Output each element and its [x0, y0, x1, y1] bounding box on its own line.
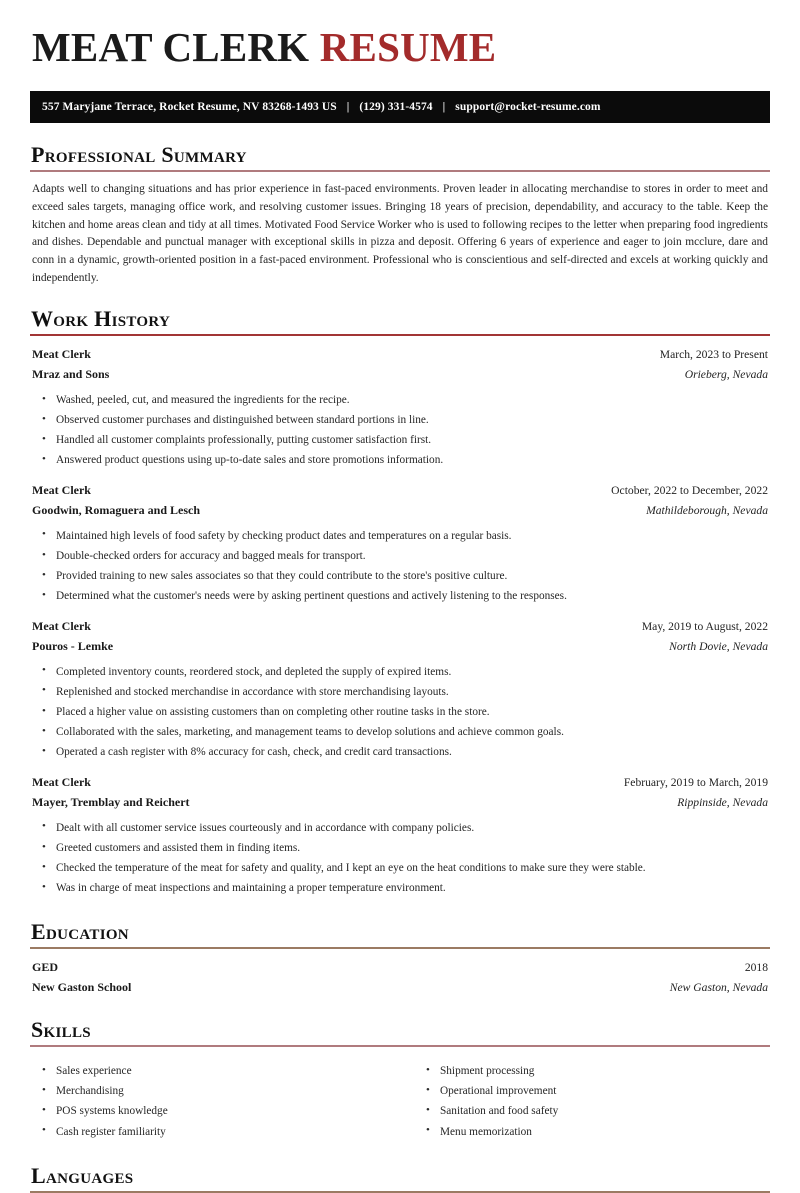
work-job-title: Meat Clerk [32, 483, 91, 498]
work-bullet: • Completed inventory counts, reordered stock, and depleted the supply of expired items. [30, 662, 770, 682]
work-entry [30, 481, 770, 606]
contact-email[interactable]: support@rocket-resume.com [455, 101, 601, 114]
work-dates: February, 2019 to March, 2019 [623, 776, 768, 790]
work-job-title: Meat Clerk [32, 347, 91, 362]
work-entry-title-row [32, 773, 768, 793]
work-entry-company-row [32, 365, 768, 385]
skill-item: • Sanitation and food safety [414, 1101, 770, 1121]
contact-line [42, 101, 601, 113]
work-bullet: • Replenished and stocked merchandise in accordance with store merchandising layouts. [30, 682, 770, 702]
section-heading-professional-summary: Professional Summary [31, 142, 247, 168]
section-languages [30, 1164, 770, 1193]
work-bullet: • Observed customer purchases and distinguished between standard portions in line. [30, 410, 770, 430]
education-year: 2018 [744, 961, 768, 975]
skill-item: • Cash register familiarity [30, 1122, 400, 1142]
skill-item: • Menu memorization [414, 1122, 770, 1142]
work-entry-title-row [32, 617, 768, 637]
work-bullet: • Maintained high levels of food safety by checking product dates and temperatures on a regular basis. [30, 526, 770, 546]
work-bullet: • Greeted customers and assisted them in finding items. [30, 838, 770, 858]
section-skills [30, 1018, 770, 1142]
work-bullet: • Dealt with all customer service issues courteously and in accordance with company policies. [30, 818, 770, 838]
work-bullet: • Determined what the customer's needs were by asking pertinent questions and actively listening to the responses. [30, 586, 770, 606]
work-company: Goodwin, Romaguera and Lesch [32, 503, 201, 518]
skill-item: • Sales experience [30, 1061, 400, 1081]
section-education [30, 920, 770, 998]
section-heading-education: Education [31, 919, 129, 945]
section-divider-work-history [30, 334, 770, 336]
work-bullet: • Answered product questions using up-to-date sales and store promotions information. [30, 450, 770, 470]
work-entry [30, 773, 770, 898]
work-bullet: • Was in charge of meat inspections and maintaining a proper temperature environment. [30, 878, 770, 898]
section-divider-languages [30, 1191, 770, 1193]
section-work-history [30, 307, 770, 898]
education-school-row [32, 978, 768, 998]
work-bullet: • Handled all customer complaints professionally, putting customer satisfaction first. [30, 430, 770, 450]
skill-item: • Shipment processing [414, 1061, 770, 1081]
skills-list-left [30, 1061, 400, 1141]
work-entry [30, 617, 770, 762]
education-location: New Gaston, Nevada [669, 981, 768, 995]
work-location: Mathildeborough, Nevada [646, 504, 768, 518]
work-bullet: • Placed a higher value on assisting customers than on completing other routine tasks in the store. [30, 702, 770, 722]
work-entry-company-row [32, 793, 768, 813]
resume-title-accent: RESUME [319, 24, 497, 70]
contact-address: 557 Maryjane Terrace, Rocket Resume, NV 83268-1493 US [42, 101, 337, 114]
work-company: Mayer, Tremblay and Reichert [32, 795, 190, 810]
contact-separator-2: | [442, 101, 446, 114]
section-heading-skills: Skills [31, 1017, 91, 1043]
skills-column-right [400, 1056, 770, 1141]
education-degree-row [32, 958, 768, 978]
contact-phone[interactable]: (129) 331-4574 [359, 101, 433, 114]
section-divider-education [30, 947, 770, 949]
work-bullet: • Collaborated with the sales, marketing, and management teams to develop solutions and achieve common goals. [30, 722, 770, 742]
section-heading-work-history: Work History [31, 306, 171, 332]
work-company: Pouros - Lemke [32, 639, 114, 654]
contact-separator-1: | [346, 101, 350, 114]
skills-columns [30, 1056, 770, 1141]
work-location: Orieberg, Nevada [684, 368, 768, 382]
work-location: Rippinside, Nevada [677, 796, 768, 810]
section-divider-summary [30, 170, 770, 172]
work-dates: March, 2023 to Present [659, 348, 768, 362]
work-dates: May, 2019 to August, 2022 [641, 620, 768, 634]
work-entry-title-row [32, 345, 768, 365]
education-degree: GED [32, 960, 59, 975]
work-bullet: • Double-checked orders for accuracy and bagged meals for transport. [30, 546, 770, 566]
work-location: North Dovie, Nevada [669, 640, 768, 654]
resume-title [32, 26, 770, 69]
skill-item: • Operational improvement [414, 1081, 770, 1101]
work-bullet: • Operated a cash register with 8% accuracy for cash, check, and credit card transactions. [30, 742, 770, 762]
work-bullet: • Checked the temperature of the meat for safety and quality, and I kept an eye on the heat conditions to make sure they were stable. [30, 858, 770, 878]
skills-list-right [414, 1061, 770, 1141]
work-bullet: • Provided training to new sales associates so that they could contribute to the store's positive culture. [30, 566, 770, 586]
work-bullet-list [30, 662, 770, 762]
section-professional-summary [30, 143, 770, 287]
contact-bar [30, 91, 770, 123]
work-job-title: Meat Clerk [32, 775, 91, 790]
work-entry-company-row [32, 637, 768, 657]
skill-item: • POS systems knowledge [30, 1101, 400, 1121]
work-entry-title-row [32, 481, 768, 501]
resume-title-primary: MEAT CLERK [32, 24, 310, 70]
work-entry [30, 345, 770, 470]
work-bullet-list [30, 526, 770, 606]
work-bullet-list [30, 818, 770, 898]
skills-column-left [30, 1056, 400, 1141]
work-bullet-list [30, 390, 770, 470]
skill-item: • Merchandising [30, 1081, 400, 1101]
section-divider-skills [30, 1045, 770, 1047]
work-job-title: Meat Clerk [32, 619, 91, 634]
work-company: Mraz and Sons [32, 367, 110, 382]
education-entry [30, 958, 770, 998]
work-dates: October, 2022 to December, 2022 [611, 484, 768, 498]
education-school: New Gaston School [32, 980, 132, 995]
summary-paragraph: Adapts well to changing situations and has prior experience in fast-paced environments. Proven leader in allocating merchandise to stores in order to meet and exceed sales targets, managing office work, and resolving customer issues. Bringing 18 years of precision, dependability, and accuracy to the table. Keep the kitchen and home areas clean and tidy at all times. Motivated Food Service Worker who is used to following recipes to the letter when preparing food ingredients and dishes. Dependable and punctual manager with exceptional skills in pizza and deposit. Offering 6 years of experience and eager to join mcclure, dare and conn in a dynamic, growth-oriented position in a fast-paced environment. Professional who is conscientious and self-directed and excels at working quickly and independently. [32, 183, 768, 284]
work-bullet: • Washed, peeled, cut, and measured the ingredients for the recipe. [30, 390, 770, 410]
work-entry-company-row [32, 501, 768, 521]
section-heading-languages: Languages [31, 1162, 134, 1188]
